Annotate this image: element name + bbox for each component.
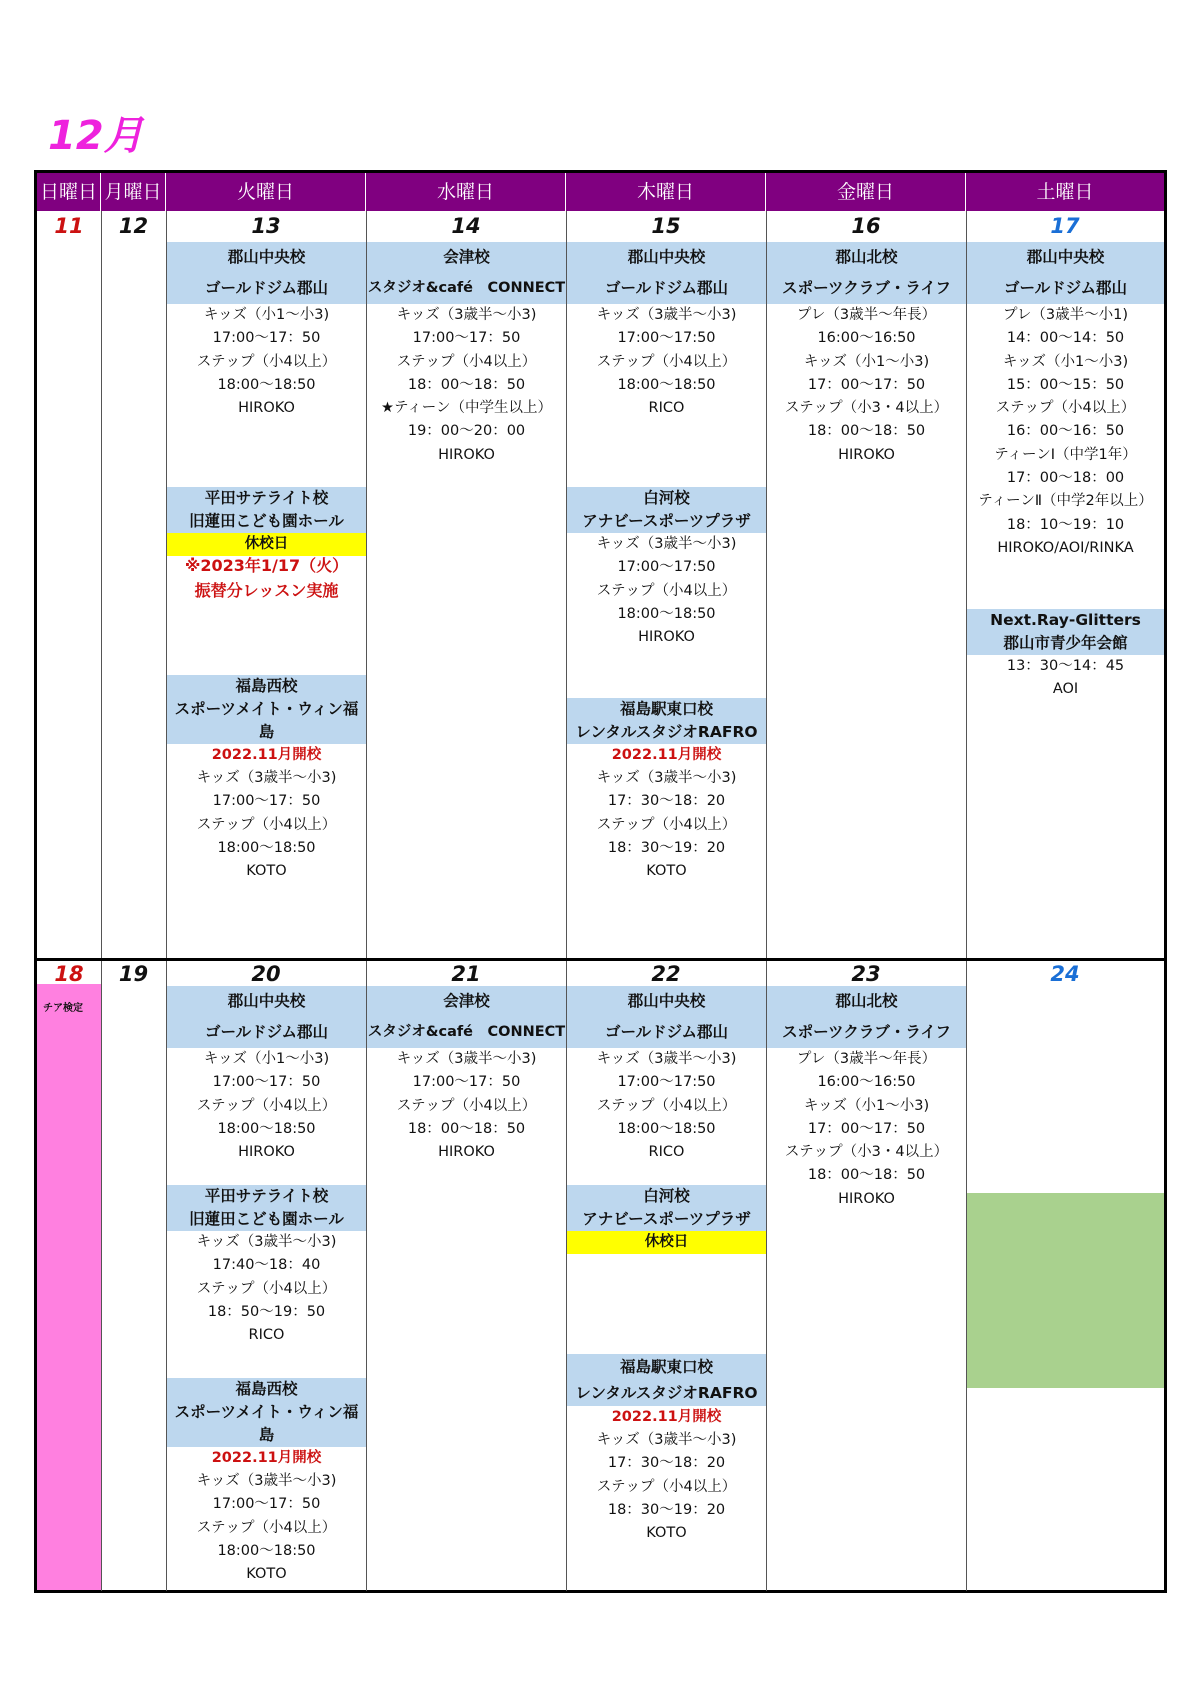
day-number-19: 19: [118, 962, 149, 986]
day-number-13: 13: [251, 214, 281, 238]
lesson-block: [967, 609, 1164, 702]
lesson-line: 18：30～19：20: [607, 839, 726, 856]
lesson-line: キッズ（小1～小3): [203, 307, 330, 323]
lesson-block: [767, 242, 966, 467]
lesson-line: 17：00～18：00: [1006, 470, 1125, 487]
venue-name: スポーツクラブ・ライフ: [782, 279, 951, 297]
lesson-line: ステップ（小4以上）: [596, 1478, 737, 1495]
instructor: KOTO: [646, 1525, 687, 1542]
lesson-line: ステップ（小4以上）: [196, 1280, 337, 1297]
lesson-line: ティーンⅡ（中学2年以上）: [978, 493, 1153, 510]
opening-note: 2022.11月開校: [611, 1409, 722, 1425]
lesson-line: 13：30～14：45: [1006, 658, 1125, 674]
lesson-line: 17:00～17:50: [617, 330, 716, 347]
day-number-15: 15: [651, 214, 681, 238]
school-name: 郡山中央校: [627, 248, 706, 266]
lesson-line: キッズ（小1～小3): [803, 1097, 930, 1114]
lesson-line: キッズ（小1～小3): [803, 353, 930, 370]
lesson-line: 17:00～17：50: [412, 330, 521, 347]
lesson-line: 17：00～17：50: [807, 376, 926, 393]
venue-name: ゴールドジム郡山: [604, 1023, 729, 1041]
weekday-header-fri: 金曜日: [766, 173, 966, 211]
lesson-line: 16:00～16:50: [817, 1074, 916, 1091]
lesson-line: 17:00～17：50: [412, 1074, 521, 1091]
venue-name: スポーツクラブ・ライフ: [782, 1023, 951, 1041]
day-number-21: 21: [451, 962, 481, 986]
lesson-block: [567, 487, 766, 649]
lesson-block: [367, 242, 566, 467]
lesson-block: [567, 242, 766, 420]
notice-text: ※2023年1/17（火）: [184, 556, 349, 575]
lesson-line: 15：00～15：50: [1006, 376, 1125, 393]
lesson-line: ステップ（小4以上）: [396, 353, 537, 370]
lesson-line: 18：50～19：50: [207, 1303, 326, 1320]
lesson-line: ステップ（小4以上）: [596, 1097, 737, 1114]
instructor: HIROKO: [438, 1144, 495, 1161]
lesson-line: キッズ（3歳半～小3): [396, 307, 537, 323]
venue-name: スポーツメイト・ウィン福島: [174, 1403, 359, 1444]
venue-name: 郡山市青少年会館: [1003, 634, 1128, 652]
lesson-block: [167, 675, 366, 883]
school-name: 会津校: [443, 992, 490, 1010]
day-number-24: 24: [1050, 962, 1080, 986]
lesson-line: ステップ（小4以上）: [196, 816, 337, 833]
school-name: 郡山中央校: [627, 992, 706, 1010]
lesson-block: [167, 487, 366, 606]
lesson-block: [567, 1354, 766, 1545]
day-number-17: 17: [1050, 214, 1080, 238]
lesson-block: [767, 986, 966, 1211]
venue-name: スタジオ&café CONNECT: [367, 280, 566, 296]
weekday-header-thu: 木曜日: [566, 173, 766, 211]
cheer-test-highlight: [37, 984, 101, 1590]
school-name: 福島駅東口校: [619, 700, 713, 718]
school-name: 平田サテライト校: [204, 1187, 329, 1205]
lesson-line: 18:00～18:50: [617, 1120, 716, 1137]
day-number-14: 14: [451, 214, 481, 238]
school-name: 郡山北校: [835, 992, 898, 1010]
venue-name: スポーツメイト・ウィン福島: [174, 700, 359, 741]
lesson-line: キッズ（3歳半～小3): [596, 1051, 737, 1067]
lesson-line: ステップ（小4以上）: [596, 816, 737, 833]
instructor: HIROKO: [438, 446, 495, 463]
lesson-line: ステップ（小4以上）: [596, 353, 737, 370]
lesson-line: キッズ（3歳半～小3): [596, 307, 737, 323]
venue-name: 旧蓮田こども園ホール: [189, 512, 344, 530]
day-number-16: 16: [851, 214, 881, 238]
day-number-22: 22: [651, 962, 681, 986]
lesson-line: キッズ（3歳半～小3): [596, 770, 737, 786]
lesson-line: キッズ（3歳半～小3): [196, 1473, 337, 1489]
lesson-line: 19：00～20：00: [407, 423, 526, 440]
lesson-line: プレ（3歳半～小1): [1002, 307, 1129, 323]
closed-badge: 休校日: [167, 533, 366, 556]
day-number-20: 20: [251, 962, 281, 986]
instructor: HIROKO: [838, 446, 895, 463]
lesson-line: プレ（3歳半～年長）: [796, 1051, 937, 1067]
lesson-line: 17：30～18：20: [607, 1455, 726, 1472]
saturday-highlight: [967, 1193, 1164, 1388]
lesson-line: 18:00～18:50: [217, 1120, 316, 1137]
lesson-line: 17：00～17：50: [807, 1120, 926, 1137]
lesson-line: ステップ（小4以上）: [396, 1097, 537, 1114]
weekday-header-wed: 水曜日: [366, 173, 566, 211]
instructor: KOTO: [246, 1566, 287, 1583]
lesson-line: ステップ（小3・4以上）: [784, 1144, 949, 1161]
lesson-block: [967, 242, 1164, 560]
venue-name: ゴールドジム郡山: [204, 1023, 329, 1041]
school-name: 福島西校: [235, 1380, 298, 1398]
lesson-line: ステップ（小3・4以上）: [784, 400, 949, 417]
lesson-line: キッズ（3歳半～小3): [596, 1432, 737, 1448]
lesson-block: [167, 986, 366, 1164]
school-name: 平田サテライト校: [204, 489, 329, 507]
lesson-line: 18:00～18:50: [617, 376, 716, 393]
instructor: HIROKO: [638, 629, 695, 646]
lesson-line: キッズ（3歳半～小3): [196, 770, 337, 786]
lesson-line: 16:00～16:50: [817, 330, 916, 347]
calendar-grid: [34, 170, 1167, 1593]
lesson-line: ステップ（小4以上）: [596, 582, 737, 599]
lesson-line: ステップ（小4以上）: [196, 1519, 337, 1536]
lesson-block: [567, 1185, 766, 1254]
lesson-line: 18:00～18:50: [217, 1542, 316, 1559]
venue-name: レンタルスタジオRAFRO: [575, 723, 758, 741]
instructor: KOTO: [246, 863, 287, 880]
venue-name: ゴールドジム郡山: [204, 279, 329, 297]
venue-name: アナビースポーツプラザ: [582, 1210, 751, 1228]
grid-line: [101, 211, 102, 1591]
lesson-line: 17:00～17:50: [617, 559, 716, 576]
lesson-line: 18:00～18:50: [617, 605, 716, 622]
school-name: 福島駅東口校: [619, 1358, 713, 1376]
lesson-line: 18：10～19：10: [1006, 516, 1125, 533]
lesson-block: [167, 1185, 366, 1347]
lesson-line: 18：00～18：50: [407, 1120, 526, 1137]
venue-name: スタジオ&café CONNECT: [367, 1024, 566, 1040]
lesson-line: 17:40～18：40: [212, 1257, 321, 1274]
lesson-block: [567, 698, 766, 883]
venue-name: ゴールドジム郡山: [604, 279, 729, 297]
venue-name: ゴールドジム郡山: [1003, 279, 1128, 297]
lesson-block: [567, 986, 766, 1164]
instructor: HIROKO: [238, 400, 295, 417]
opening-note: 2022.11月開校: [211, 1450, 322, 1466]
lesson-line: 18：00～18：50: [807, 1167, 926, 1184]
instructor: HIROKO/AOI/RINKA: [997, 539, 1134, 556]
lesson-line: 17：30～18：20: [607, 793, 726, 810]
opening-note: 2022.11月開校: [211, 747, 322, 763]
lesson-line: 17:00～17:50: [617, 1074, 716, 1091]
lesson-block: [167, 242, 366, 420]
school-name: 郡山中央校: [227, 992, 306, 1010]
school-name: 郡山中央校: [227, 248, 306, 266]
venue-name: アナビースポーツプラザ: [582, 512, 751, 530]
lesson-line: 17:00～17：50: [212, 1074, 321, 1091]
lesson-line: キッズ（小1～小3): [203, 1051, 330, 1067]
cheer-test-label: チア検定: [43, 1003, 83, 1014]
lesson-line: 18：00～18：50: [407, 376, 526, 393]
instructor: AOI: [1052, 681, 1079, 698]
lesson-block: [367, 986, 566, 1164]
day-number-11: 11: [54, 214, 84, 238]
lesson-line: キッズ（小1～小3): [1002, 353, 1129, 370]
instructor: RICO: [648, 400, 685, 417]
lesson-line: キッズ（3歳半～小3): [396, 1051, 537, 1067]
closed-badge: 休校日: [567, 1231, 766, 1254]
lesson-line: ティーンⅠ（中学1年）: [994, 446, 1137, 463]
lesson-block: [167, 1378, 366, 1586]
lesson-line: キッズ（3歳半～小3): [196, 1234, 337, 1250]
lesson-line: ステップ（小4以上）: [196, 1097, 337, 1114]
notice-text: 振替分レッスン実施: [194, 581, 339, 600]
lesson-line: 17:00～17：50: [212, 793, 321, 810]
weekday-header-sat: 土曜日: [966, 173, 1164, 211]
school-name: 郡山中央校: [1026, 248, 1105, 266]
weekday-header-sun: 日曜日: [37, 173, 101, 211]
school-name: 郡山北校: [835, 248, 898, 266]
weekday-header-tue: 火曜日: [166, 173, 366, 211]
school-name: 福島西校: [235, 677, 298, 695]
school-name: 会津校: [443, 248, 490, 266]
lesson-line: 18：30～19：20: [607, 1501, 726, 1518]
weekday-header-mon: 月曜日: [101, 173, 166, 211]
venue-name: 旧蓮田こども園ホール: [189, 1210, 344, 1228]
page-title: 12月: [48, 113, 144, 159]
lesson-line: 17:00～17：50: [212, 330, 321, 347]
lesson-line: キッズ（3歳半～小3): [596, 536, 737, 552]
lesson-line: 16：00～16：50: [1006, 423, 1125, 440]
lesson-line: ステップ（小4以上）: [995, 400, 1136, 417]
instructor: HIROKO: [238, 1144, 295, 1161]
lesson-line: 17:00～17：50: [212, 1496, 321, 1513]
day-number-18: 18: [54, 962, 84, 986]
lesson-line: 18:00～18:50: [217, 376, 316, 393]
lesson-line: 18：00～18：50: [807, 423, 926, 440]
lesson-line: 18:00～18:50: [217, 839, 316, 856]
instructor: RICO: [648, 1144, 685, 1161]
day-number-23: 23: [851, 962, 881, 986]
school-name: 白河校: [643, 1187, 690, 1205]
lesson-line: プレ（3歳半～年長）: [796, 307, 937, 323]
lesson-line: ★ティーン（中学生以上）: [380, 400, 553, 417]
lesson-line: ステップ（小4以上）: [196, 353, 337, 370]
day-number-12: 12: [118, 214, 149, 238]
opening-note: 2022.11月開校: [611, 747, 722, 763]
instructor: KOTO: [646, 863, 687, 880]
venue-name: レンタルスタジオRAFRO: [575, 1384, 758, 1402]
school-name: Next.Ray-Glitters: [990, 611, 1141, 629]
school-name: 白河校: [643, 489, 690, 507]
instructor: RICO: [248, 1327, 285, 1344]
lesson-line: 14：00～14：50: [1006, 330, 1125, 347]
instructor: HIROKO: [838, 1190, 895, 1207]
